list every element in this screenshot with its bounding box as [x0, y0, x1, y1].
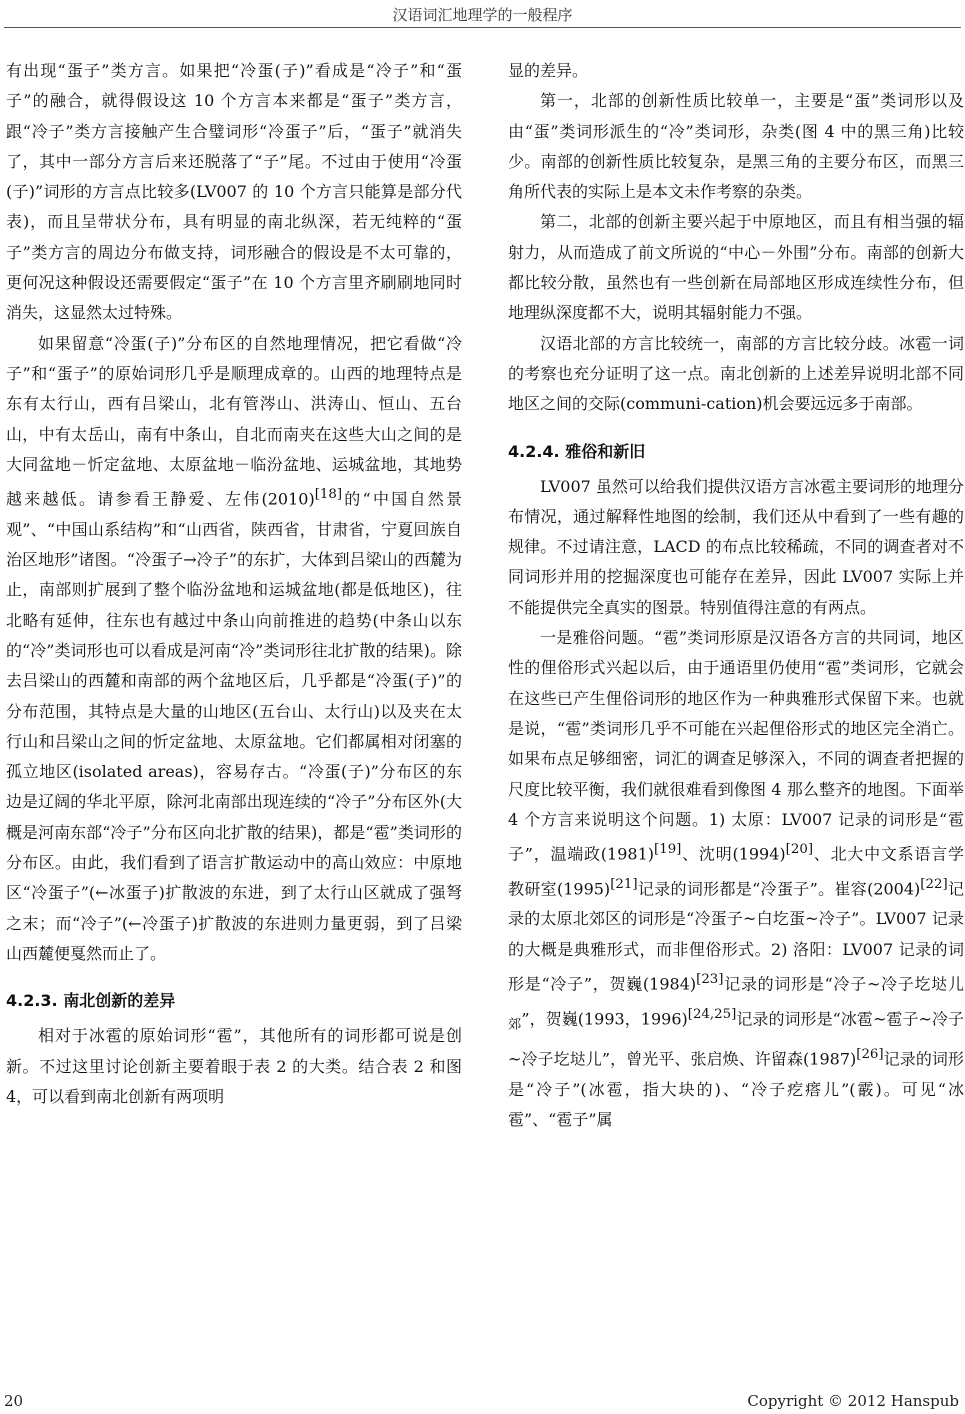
- right-paragraph-6-part-f: 记录的词形是“冷子~冷子圪垯儿: [723, 974, 964, 994]
- header-rule: [4, 27, 961, 28]
- right-paragraph-6-part-c: 、北大中文系语言学教研室(1995): [508, 844, 964, 899]
- left-paragraph-3: 相对于冰雹的原始词形“雹”，其他所有的词形都可说是创新。不过这里讨论创新主要着眼于表 2 的大类。结合表 2 和图 4，可以看到南北创新有两项明: [6, 1026, 462, 1106]
- citation-21: [21]: [610, 876, 638, 892]
- right-paragraph-1: 显的差异。: [508, 61, 589, 80]
- citation-23: [23]: [696, 971, 724, 987]
- citation-20: [20]: [785, 842, 814, 858]
- right-paragraph-6-part-g: ”，贺巍(1993，1996): [521, 1008, 688, 1028]
- left-paragraph-2-part-2: 的“中国自然景观”、“中国山系结构”和“山西省，陕西省，甘肃省，宁夏回族自治区地形”诸图。“冷蛋子→冷子”的东扩，大体到吕梁山的西麓为止，南部则扩展到了整个临汾盆地和运城盆地(都是低地区)，往北略有延伸，往东也有越过中条山向前推进的趋势(中条山以东的“冷”类词形也可以看成是河南“冷”类词形往北扩散的结果)。除去吕梁山的西麓和南部的两个盆地区后，几乎都是“冷蛋(子)”的分布范围，其特点是大量的山地区(五台山、太行山)以及夹在太行山和吕梁山之间的忻定盆地、太原盆地。它们都属相对闭塞的孤立地区(isolated areas)，容易存古。“冷蛋(子)”分布区的东边是辽阔的华北平原，除河北南部出现连续的“冷子”分布区外(大概是河南东部“冷子”分布区向北扩散的结果)，都是“雹”类词形的分布区。由此，我们看到了语言扩散运动中的高山效应：中原地区“冷蛋子”(←冰蛋子)扩散波的东进，到了太行山区就成了强弩之末；而“冷子”(←冷蛋子)扩散波的东进则力量更弱，到了吕梁山西麓便戛然而止了。: [6, 489, 462, 963]
- right-paragraph-6: [508, 623, 964, 1136]
- suburb-note: 郊: [508, 1017, 522, 1033]
- right-paragraph-6-part-i: 记录的词形是“冷子”(冰雹，指大块的)、“冷子疙瘩儿”(霰)。可见“冰雹”、“雹子”属: [508, 1049, 964, 1130]
- right-paragraph-5: LV007 虽然可以给我们提供汉语方言冰雹主要词形的地理分布情况，通过解释性地图的绘制，我们还从中看到了一些有趣的规律。不过请注意，LACD 的布点比较稀疏，不同的调查者对不同词形并用的挖掘深度也可能存在差异，因此 LV007 实际上并不能提供完全真实的图景。特别值得注意的有两点。: [508, 476, 964, 617]
- copyright-notice: Copyright © 2012 Hanspub: [747, 1392, 959, 1410]
- page-number: 20: [4, 1392, 24, 1410]
- right-paragraph-6-part-d: 记录的词形都是“冷蛋子”。崔容(2004): [637, 879, 921, 899]
- right-paragraph-6-part-b: 、沈明(1994): [681, 844, 786, 864]
- right-paragraph-3: 第二，北部的创新主要兴起于中原地区，而且有相当强的辐射力，从而造成了前文所说的“中心－外围”分布。南部的创新大都比较分散，虽然也有一些创新在局部地区形成连续性分布，但地理纵深度都不大，说明其辐射能力不强。: [508, 212, 964, 323]
- right-paragraph-2: 第一，北部的创新性质比较单一，主要是“蛋”类词形以及由“蛋”类词形派生的“冷”类词形，杂类(图 4 中的黑三角)比较少。南部的创新性质比较复杂，是黑三角的主要分布区，而黑三角所代表的实际上是本文未作考察的杂类。: [508, 91, 964, 202]
- left-paragraph-2-part-1: 如果留意“冷蛋(子)”分布区的自然地理情况，把它看做“冷子”和“蛋子”的原始词形几乎是顺理成章的。山西的地理特点是东有太行山，西有吕梁山，北有管涔山、洪涛山、恒山、五台山，中有太岳山，南有中条山，自北而南夹在这些大山之间的是大同盆地－忻定盆地、太原盆地－临汾盆地、运城盆地，其地势越来越低。请参看王静爱、左伟(2010): [6, 333, 462, 509]
- right-paragraph-6-part-h: 记录的词形是“冰雹~雹子~冷子~冷子圪垯儿”，曾光平、张启焕、许留森(1987): [508, 1008, 964, 1069]
- right-paragraph-6-part-e: 记录的太原北郊区的词形是“冷蛋子~白圪蛋~冷子”。LV007 记录的大概是典雅形式，而非俚俗形式。2) 洛阳：LV007 记录的词形是“冷子”，贺巍(1984): [508, 879, 964, 994]
- citation-22: [22]: [920, 876, 948, 892]
- left-column: [6, 56, 462, 1112]
- right-column: [508, 56, 964, 1136]
- citation-24-25: [24,25]: [687, 1006, 737, 1022]
- right-paragraph-4: 汉语北部的方言比较统一，南部的方言比较分歧。冰雹一词的考察也充分证明了这一点。南北创新的上述差异说明北部不同地区之间的交际(communi-cation)机会要远远多于南部。: [508, 333, 964, 414]
- running-header: 汉语词汇地理学的一般程序: [392, 6, 573, 24]
- citation-26: [26]: [856, 1047, 884, 1063]
- left-paragraph-1: 有出现“蛋子”类方言。如果把“冷蛋(子)”看成是“冷子”和“蛋子”的融合，就得假设这 10 个方言本来都是“蛋子”类方言，跟“冷子”类方言接触产生合璧词形“冷蛋子”后，“蛋子”就消失了，其中一部分方言后来还脱落了“子”尾。不过由于使用“冷蛋(子)”词形的方言点比较多(LV007 的 10 个方言只能算是部分代表)，而且呈带状分布，具有明显的南北纵深，若无纯粹的“蛋子”类方言的周边分布做支持，词形融合的假设是不太可靠的，更何况这种假设还需要假定“蛋子”在 10 个方言里齐刷刷地同时消失，这显然太过特殊。: [6, 61, 462, 323]
- left-paragraph-2: [6, 329, 462, 970]
- citation-18: [18]: [314, 487, 343, 503]
- section-heading-4-2-4: 4.2.4. 雅俗和新旧: [508, 441, 646, 461]
- right-paragraph-6-part-a: 一是雅俗问题。“雹”类词形原是汉语各方言的共同词，地区性的俚俗形式兴起以后，由于通语里仍使用“雹”类词形，它就会在这些已产生俚俗词形的地区作为一种典雅形式保留下来。也就是说，“雹”类词形几乎不可能在兴起俚俗形式的地区完全消亡。如果布点足够细密，词汇的调查足够深入，不同的调查者把握的尺度比较平衡，我们就很难看到像图 4 那么整齐的地图。下面举 4 个方言来说明这个问题。1) 太原：LV007 记录的词形是“雹子”，温端政(1981): [508, 628, 964, 864]
- section-heading-4-2-3: 4.2.3. 南北创新的差异: [6, 991, 176, 1011]
- citation-19: [19]: [654, 842, 682, 858]
